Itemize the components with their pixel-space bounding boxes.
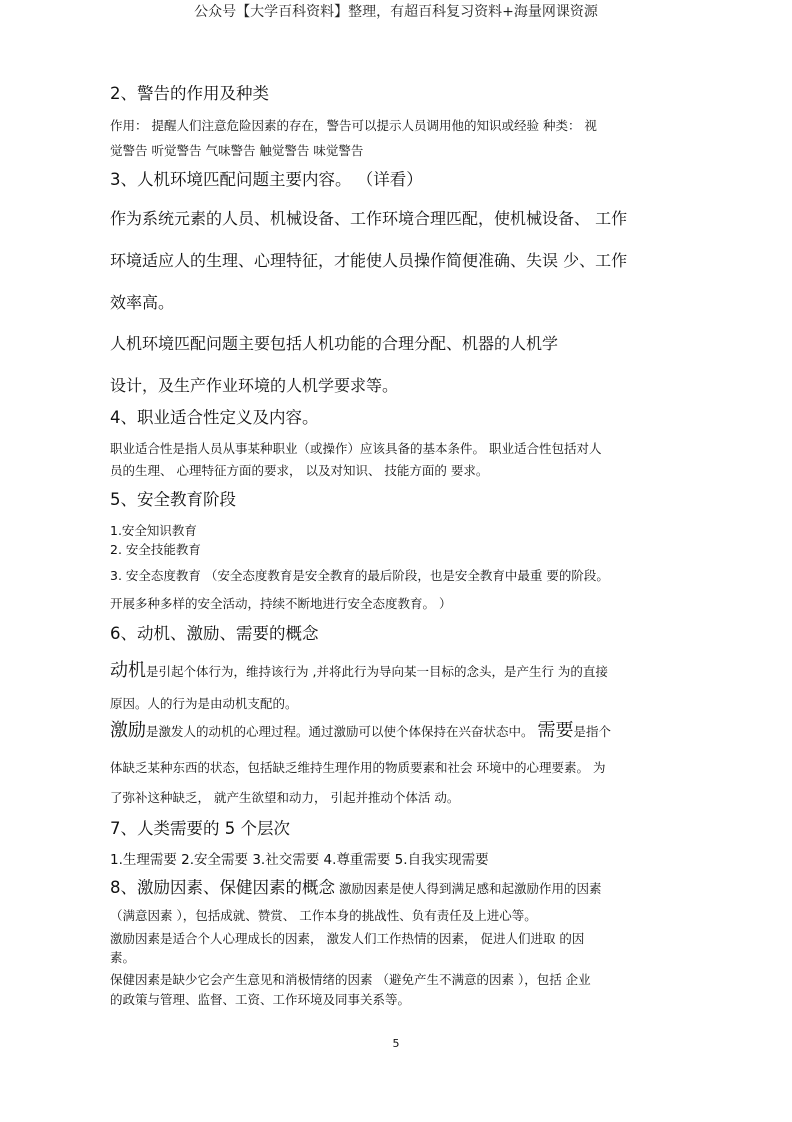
term-need: 需要 — [537, 720, 574, 741]
paragraph-line: 设计，及生产作业环境的人机学要求等。 — [110, 376, 399, 395]
heading-safety-education: 5、安全教育阶段 — [110, 490, 236, 509]
paragraph-line: 原因。人的行为是由动机支配的。 — [110, 696, 298, 711]
heading-man-machine: 3、人机环境匹配问题主要内容。 （详看） — [110, 170, 423, 189]
list-item: 2. 安全技能教育 — [110, 542, 201, 557]
heading-warning: 2、警告的作用及种类 — [110, 84, 269, 103]
heading-occupational: 4、职业适合性定义及内容。 — [110, 408, 319, 427]
paragraph-line: 体缺乏某种东西的状态，包括缺乏维持生理作用的物质要素和社会 环境中的心理要素。 为 — [110, 760, 606, 775]
heading-motivation: 6、动机、激励、需要的概念 — [110, 624, 319, 643]
term-incentive: 激励 — [110, 720, 146, 741]
paragraph-line: 效率高。 — [110, 293, 175, 312]
paragraph-line: 保健因素是缺少它会产生意见和消极情绪的因素 （避免产生不满意的因素 ），包括 企业 — [110, 972, 591, 987]
paragraph-line: 素。 — [110, 950, 136, 965]
paragraph-line: 人机环境匹配问题主要包括人机功能的合理分配、机器的人机学 — [110, 334, 559, 353]
paragraph-line: 开展多种多样的安全活动，持续不断地进行安全态度教育。 ） — [110, 596, 452, 611]
paragraph-line: 环境适应人的生理、心理特征，才能使人员操作简便准确、失误 少、工作 — [110, 251, 628, 270]
heading-factors: 8、激励因素、保健因素的概念 — [110, 878, 335, 897]
term-motivation: 动机 — [110, 660, 146, 681]
list-item: 1.安全知识教育 — [110, 523, 197, 538]
paragraph-line: 动机是引起个体行为，维持该行为 ,并将此行为导向某一目标的念头，是产生行 为的直接 — [110, 660, 608, 681]
paragraph-line: 作用： 提醒人们注意危险因素的存在，警告可以提示人员调用他的知识或经验 种类： 视 — [110, 118, 597, 133]
page-header: 公众号【大学百科资料】整理，有超百科复习资料+海量网课资源 — [194, 4, 598, 20]
paragraph-line: 员的生理、 心理特征方面的要求， 以及对知识、 技能方面的 要求。 — [110, 463, 489, 478]
heading-needs-levels: 7、人类需要的 5 个层次 — [110, 819, 290, 838]
page-number: 5 — [392, 1037, 400, 1050]
paragraph-line: （满意因素 ），包括成就、赞赏、 工作本身的挑战性、负有责任及上进心等。 — [110, 908, 537, 923]
paragraph-line: 激励是激发人的动机的心理过程。通过激励可以使个体保持在兴奋状态中。 需要是指个 — [110, 720, 611, 741]
list-item: 3. 安全态度教育 （安全态度教育是安全教育的最后阶段，也是安全教育中最重 要的阶段。 — [110, 568, 609, 583]
paragraph-line: 觉警告 听觉警告 气味警告 触觉警告 味觉警告 — [110, 143, 364, 158]
paragraph-line: 职业适合性是指人员从事某种职业（或操作）应该具备的基本条件。 职业适合性包括对人 — [110, 441, 602, 456]
paragraph-line: 激励因素是适合个人心理成长的因素， 激发人们工作热情的因素， 促进人们进取 的因 — [110, 931, 585, 946]
paragraph-line: 1.生理需要 2.安全需要 3.社交需要 4.尊重需要 5.自我实现需要 — [110, 852, 489, 868]
heading-factors-line: 8、激励因素、保健因素的概念 激励因素是使人得到满足感和起激励作用的因素 — [110, 878, 602, 897]
paragraph-line: 了弥补这种缺乏， 就产生欲望和动力， 引起并推动个体活 动。 — [110, 790, 460, 805]
paragraph-line: 作为系统元素的人员、机械设备、工作环境合理匹配，使机械设备、 工作 — [110, 209, 628, 228]
paragraph-line: 的政策与管理、监督、工资、工作环境及同事关系等。 — [110, 992, 411, 1007]
